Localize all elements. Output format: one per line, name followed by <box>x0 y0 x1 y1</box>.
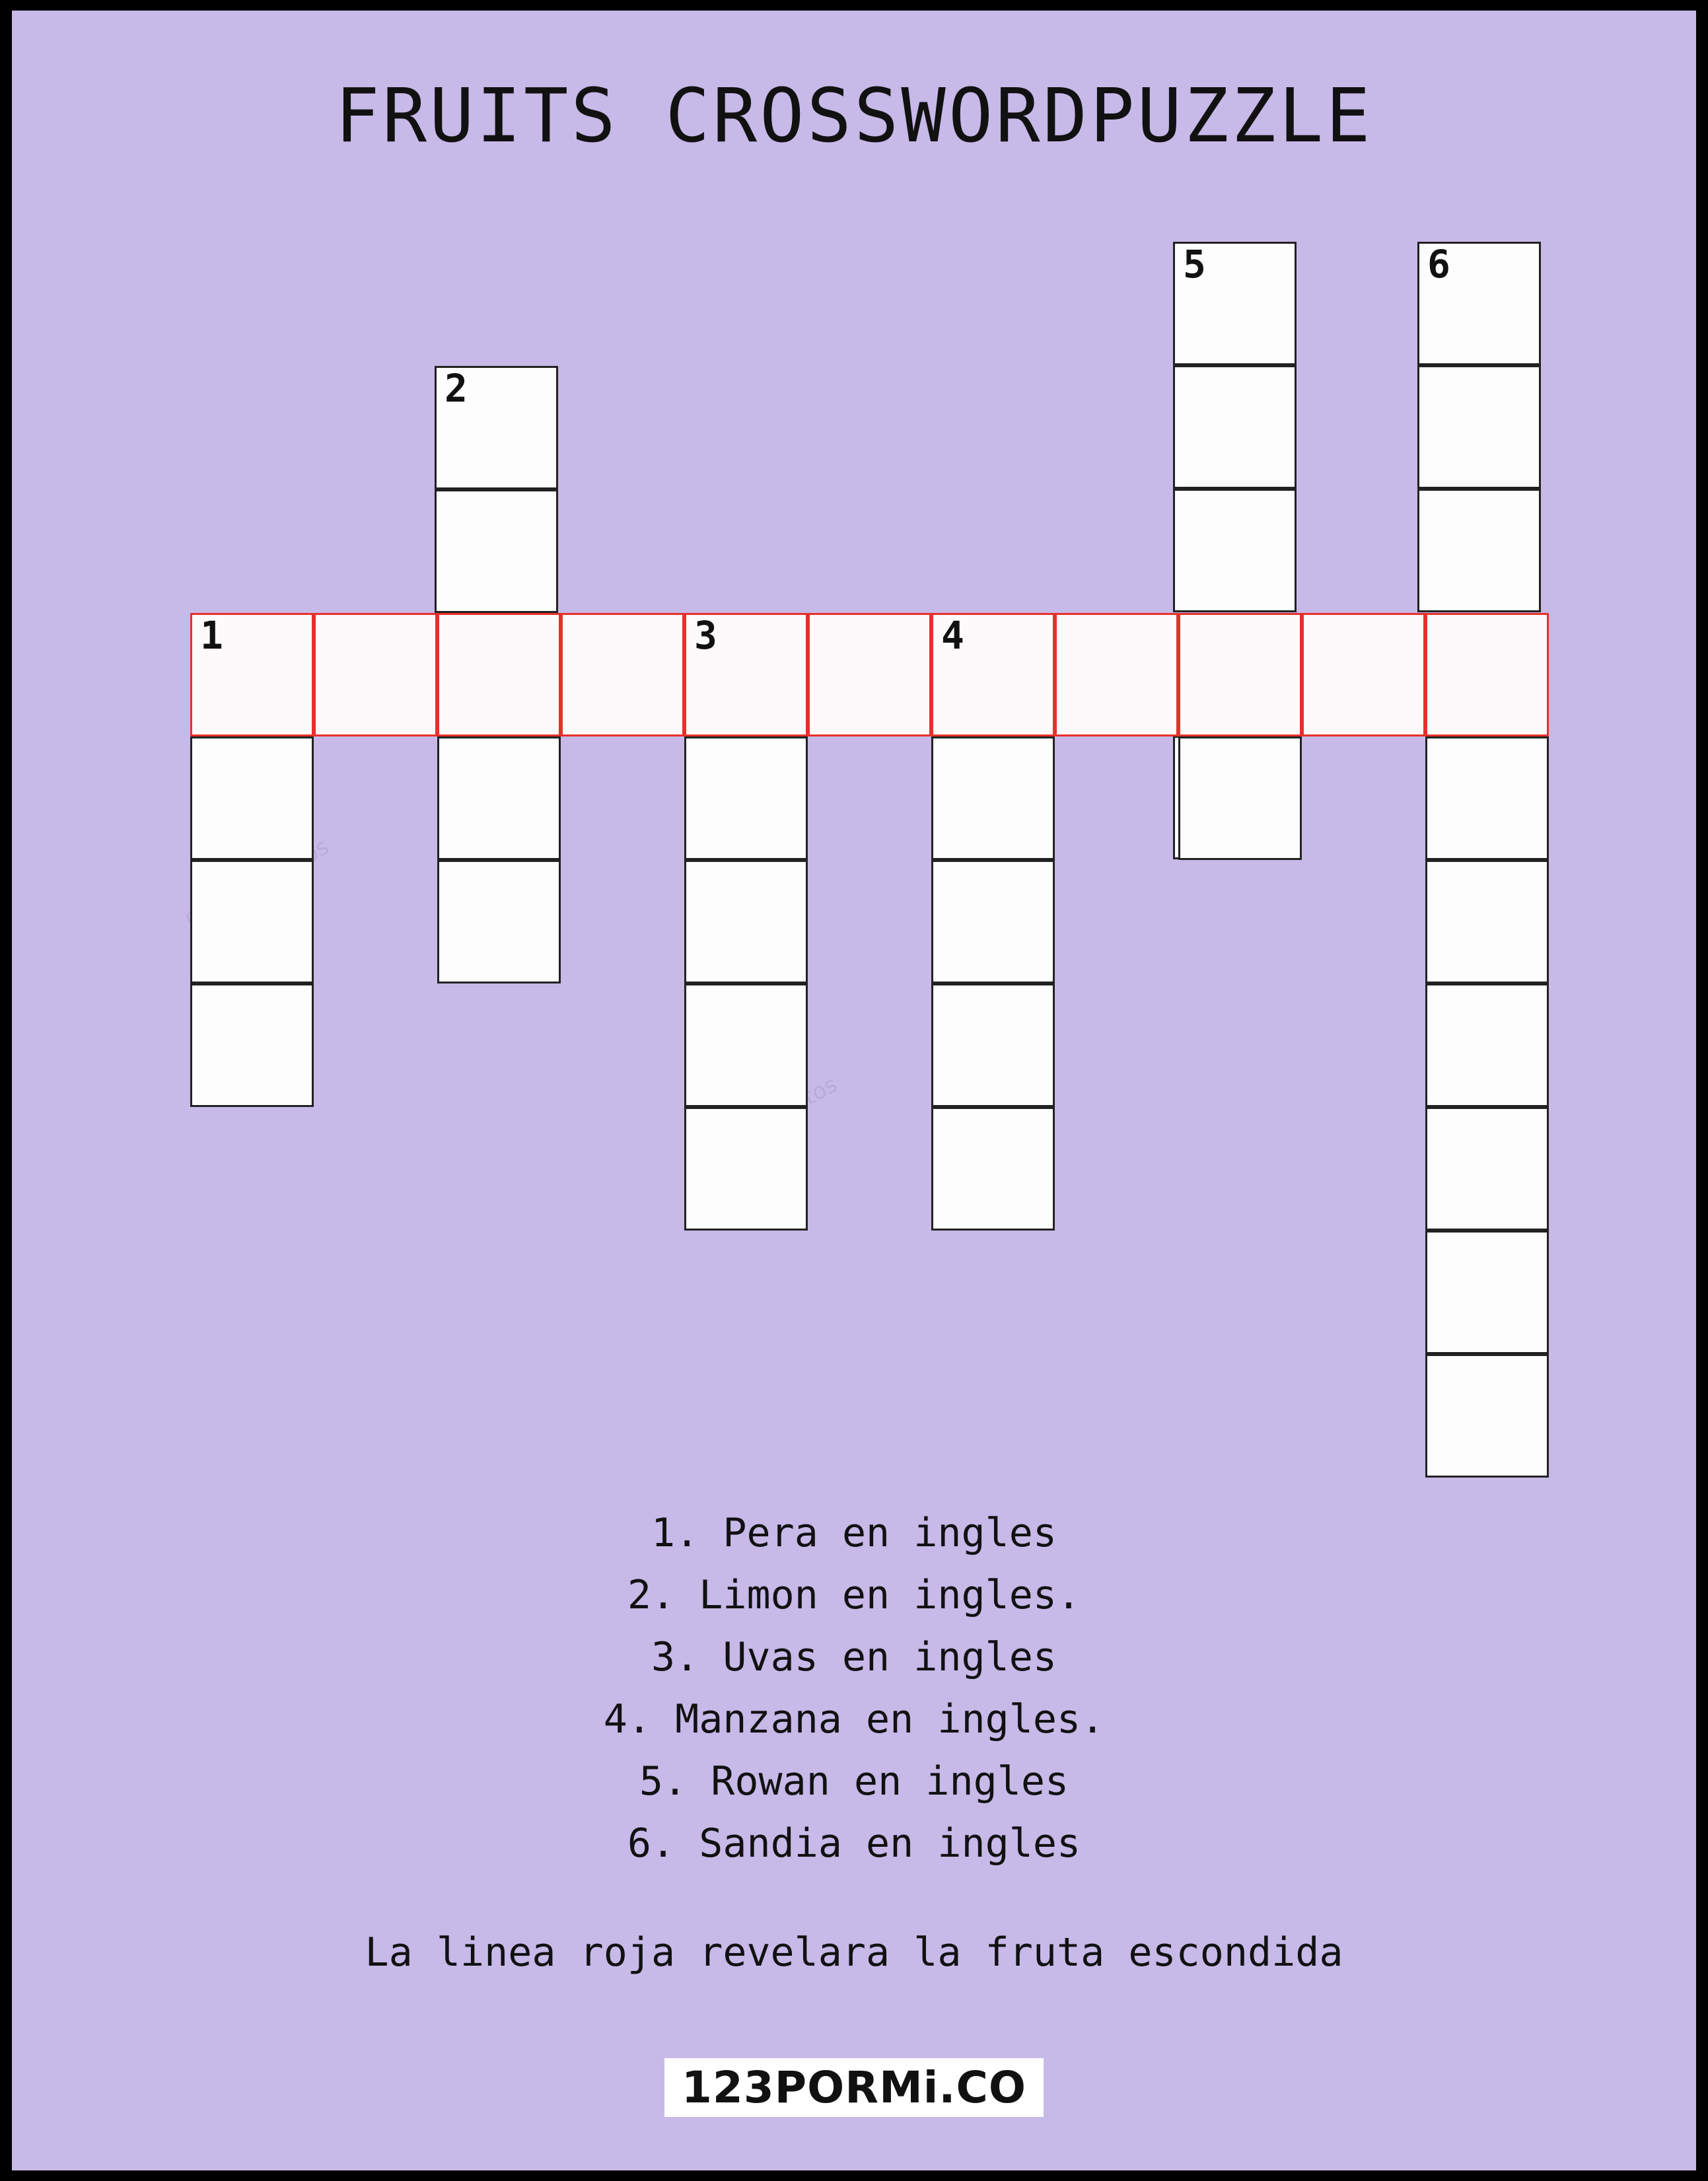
grid-cell-4-start[interactable] <box>931 613 1055 736</box>
cell-number: 3 <box>694 613 717 658</box>
grid-cell[interactable] <box>1425 860 1549 983</box>
grid-cell[interactable] <box>1055 613 1178 736</box>
grid-cell[interactable] <box>684 1107 808 1231</box>
cell-number: 5 <box>1183 242 1206 287</box>
grid-cell[interactable] <box>190 860 314 983</box>
grid-cell[interactable] <box>1417 489 1541 612</box>
cell-number: 2 <box>445 366 468 411</box>
clue-item: 2. Limon en ingles. <box>627 1572 1081 1618</box>
grid-cell[interactable] <box>684 860 808 983</box>
grid-cell[interactable] <box>1178 736 1302 860</box>
grid-cell[interactable] <box>1425 736 1549 860</box>
grid-cell[interactable] <box>1173 365 1297 489</box>
page-title: FRUITS CROSSWORDPUZZLE <box>335 73 1373 159</box>
clues-list <box>12 1502 1696 1875</box>
clue-item: 4. Manzana en ingles. <box>603 1696 1105 1742</box>
grid-cell[interactable] <box>1425 983 1549 1107</box>
grid-cell[interactable] <box>684 983 808 1107</box>
cell-number: 4 <box>941 613 964 658</box>
grid-cell[interactable] <box>437 613 561 736</box>
grid-cell[interactable] <box>1425 613 1549 736</box>
grid-cell[interactable] <box>684 736 808 860</box>
grid-cell[interactable] <box>1425 1354 1549 1478</box>
grid-cell[interactable] <box>931 736 1055 860</box>
cell-number: 6 <box>1427 242 1450 287</box>
puzzle-page <box>12 11 1696 2170</box>
grid-cell[interactable] <box>1417 365 1541 489</box>
grid-cell[interactable] <box>190 736 314 860</box>
grid-cell[interactable] <box>435 489 558 613</box>
grid-cell[interactable] <box>190 983 314 1107</box>
grid-cell[interactable] <box>1173 489 1297 612</box>
grid-cell[interactable] <box>1178 613 1302 736</box>
brand-logo: 123PORMi.CO <box>664 2058 1044 2117</box>
clue-item: 5. Rowan en ingles <box>639 1758 1069 1805</box>
clue-item: 6. Sandia en ingles <box>627 1820 1081 1867</box>
grid-cell[interactable] <box>314 613 437 736</box>
grid-cell-2-start[interactable] <box>435 366 558 489</box>
grid-cell[interactable] <box>1302 613 1425 736</box>
grid-cell[interactable] <box>1425 1231 1549 1354</box>
grid-cell-5-start[interactable] <box>1173 242 1297 365</box>
cell-number: 1 <box>200 613 223 658</box>
grid-cell-6-start[interactable] <box>1417 242 1541 365</box>
grid-cell[interactable] <box>437 736 561 860</box>
clue-item: 3. Uvas en ingles <box>651 1634 1057 1680</box>
grid-cell-1-start[interactable] <box>190 613 314 736</box>
grid-cell[interactable] <box>808 613 931 736</box>
grid-cell[interactable] <box>931 860 1055 983</box>
hidden-word-hint: La linea roja revelara la fruta escondida <box>365 1929 1343 1976</box>
grid-cell[interactable] <box>437 860 561 983</box>
clue-item: 1. Pera en ingles <box>651 1510 1057 1556</box>
grid-cell[interactable] <box>931 983 1055 1107</box>
grid-cell[interactable] <box>1425 1107 1549 1231</box>
grid-cell-3-start[interactable] <box>684 613 808 736</box>
grid-cell[interactable] <box>931 1107 1055 1231</box>
grid-cell[interactable] <box>561 613 684 736</box>
